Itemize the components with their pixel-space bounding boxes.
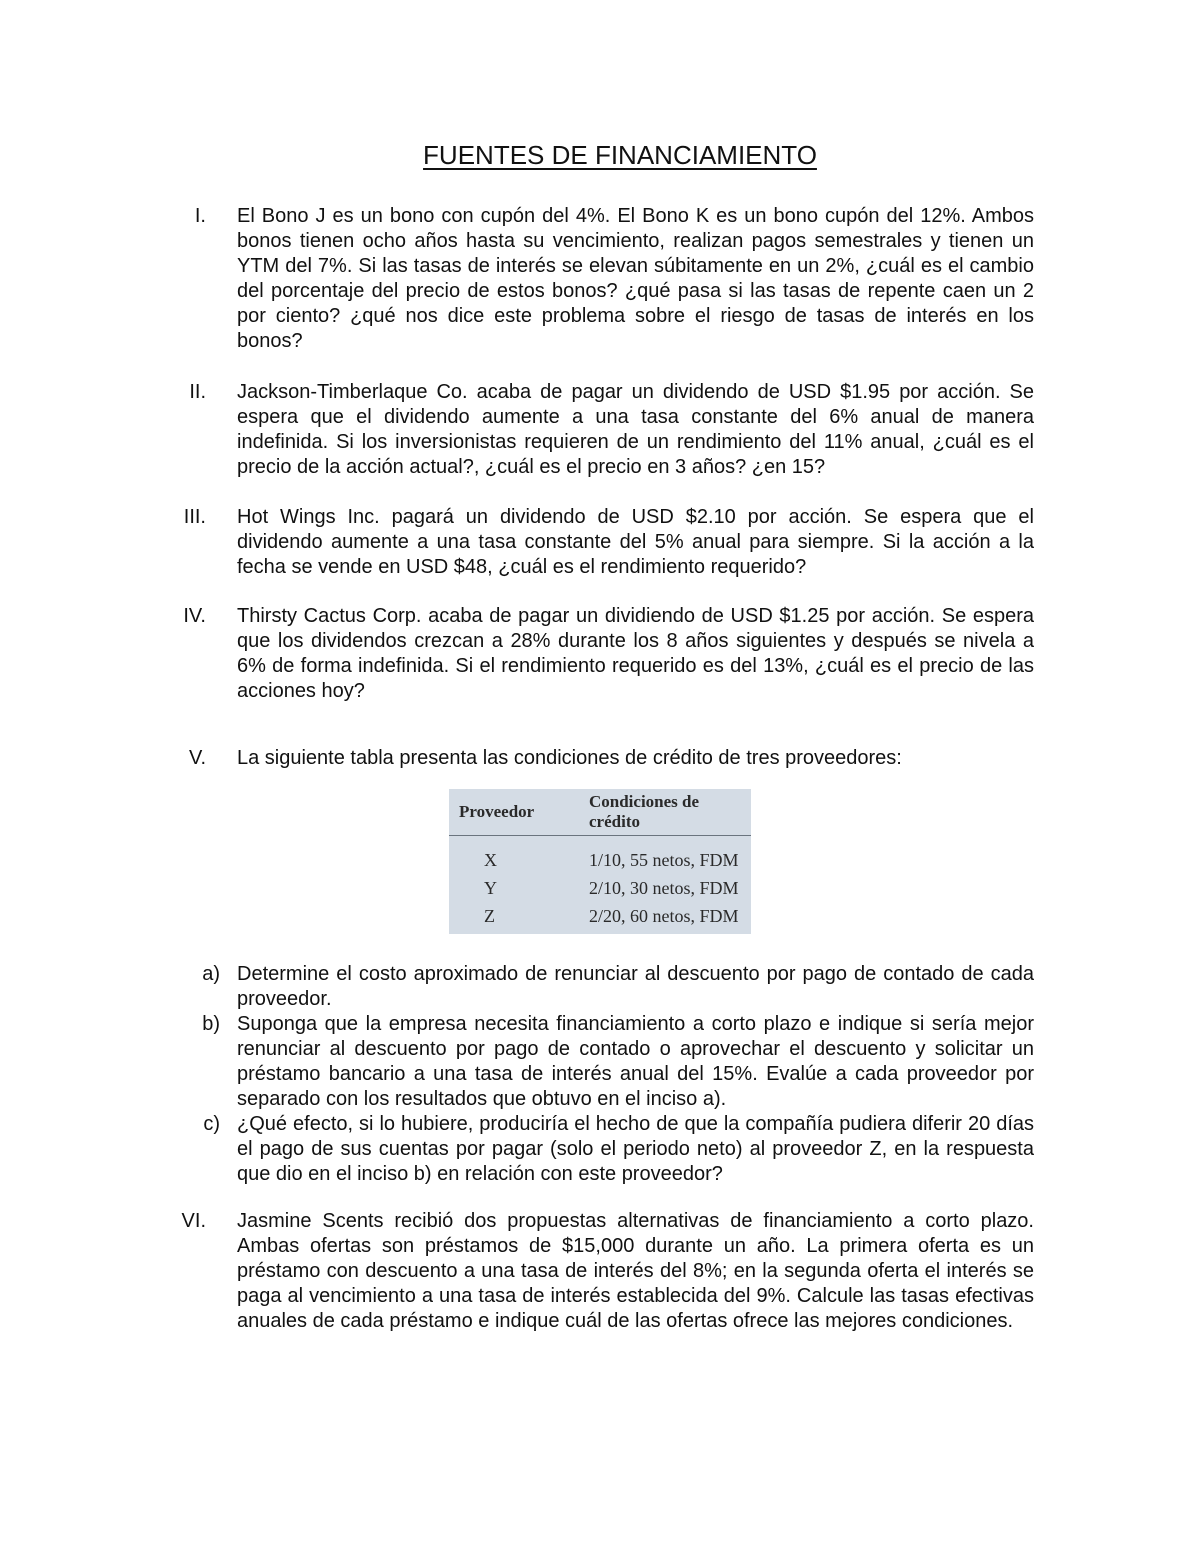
subquestion-text: Determine el costo aproximado de renunciar al descuento por pago de contado de cada proveedor.	[237, 963, 1034, 1010]
column-header-condiciones: Condiciones de crédito	[584, 789, 751, 836]
problem-numeral: I.	[194, 205, 206, 227]
subquestion-label: b)	[202, 1013, 220, 1035]
problem-text: Jasmine Scents recibió dos propuestas alternativas de financiamiento a corto plazo. Ambas ofertas son préstamos de $15,000 durante un año. La primera oferta es un préstamo con descuento a una tasa de interés del 8%; en la segunda oferta el interés se paga al vencimiento a una tasa de interés establecida del 9%. Calcule las tasas efectivas anuales de cada préstamo e indique cuál de las ofertas ofrece las mejores condiciones.	[237, 1210, 1034, 1332]
problem-numeral: V.	[188, 747, 206, 769]
credit-conditions-table	[449, 789, 751, 934]
credit-table-grid	[449, 789, 751, 930]
problem-text: La siguiente tabla presenta las condiciones de crédito de tres proveedores:	[237, 747, 902, 769]
table-cell-condiciones: 2/20, 60 netos, FDM	[589, 905, 739, 926]
table-row	[449, 836, 751, 875]
problem-numeral: IV.	[183, 605, 206, 627]
table-cell-proveedor: X	[484, 849, 497, 870]
table-cell-condiciones: 1/10, 55 netos, FDM	[589, 849, 739, 870]
subquestion-label: c)	[203, 1113, 220, 1135]
table-cell-proveedor: Z	[484, 905, 495, 926]
table-header-row	[449, 789, 751, 836]
problem-numeral: III.	[183, 506, 206, 528]
problem-text: Thirsty Cactus Corp. acaba de pagar un dividiendo de USD $1.25 por acción. Se espera que los dividendos crezcan a 28% durante los 8 años siguientes y después se nivela a 6% de forma indefinida. Si el rendimiento requerido es del 13%, ¿cuál es el precio de las acciones hoy?	[237, 605, 1034, 702]
table-row	[449, 874, 751, 902]
problem-numeral: II.	[189, 381, 206, 403]
problem-text: Hot Wings Inc. pagará un dividendo de USD $2.10 por acción. Se espera que el dividendo aumente a una tasa constante del 5% anual para siempre. Si la acción a la fecha se vende en USD $48, ¿cuál es el rendimiento requerido?	[237, 506, 1034, 578]
problem-text: Jackson-Timberlaque Co. acaba de pagar un dividendo de USD $1.95 por acción. Se espera que el dividendo aumente a una tasa constante del 6% anual de manera indefinida. Si los inversionistas requieren de un rendimiento del 11% anual, ¿cuál es el precio de la acción actual?, ¿cuál es el precio en 3 años? ¿en 15?	[237, 381, 1034, 478]
subquestion-label: a)	[202, 963, 220, 985]
page-title: FUENTES DE FINANCIAMIENTO	[423, 140, 817, 170]
subquestion-text: ¿Qué efecto, si lo hubiere, produciría el hecho de que la compañía pudiera diferir 20 días el pago de sus cuentas por pagar (solo el periodo neto) al proveedor Z, en la respuesta que dio en el inciso b) en relación con este proveedor?	[237, 1113, 1034, 1185]
problem-text: El Bono J es un bono con cupón del 4%. El Bono K es un bono cupón del 12%. Ambos bonos tienen ocho años hasta su vencimiento, realizan pagos semestrales y tienen un YTM del 7%. Si las tasas de interés se elevan súbitamente en un 2%, ¿cuál es el cambio del porcentaje del precio de estos bonos? ¿qué pasa si las tasas de repente caen un 2 por ciento? ¿qué nos dice este problema sobre el riesgo de tasas de interés en los bonos?	[237, 205, 1034, 352]
problem-numeral: VI.	[181, 1210, 206, 1232]
column-header-proveedor: Proveedor	[449, 789, 584, 836]
table-cell-proveedor: Y	[484, 877, 497, 898]
table-row	[449, 902, 751, 930]
subquestion-text: Suponga que la empresa necesita financiamiento a corto plazo e indique si sería mejor renunciar al descuento por pago de contado o aprovechar el descuento y solicitar un préstamo bancario a una tasa de interés anual del 15%. Evalúe a cada proveedor por separado con los resultados que obtuvo en el inciso a).	[237, 1013, 1034, 1110]
table-cell-condiciones: 2/10, 30 netos, FDM	[589, 877, 739, 898]
